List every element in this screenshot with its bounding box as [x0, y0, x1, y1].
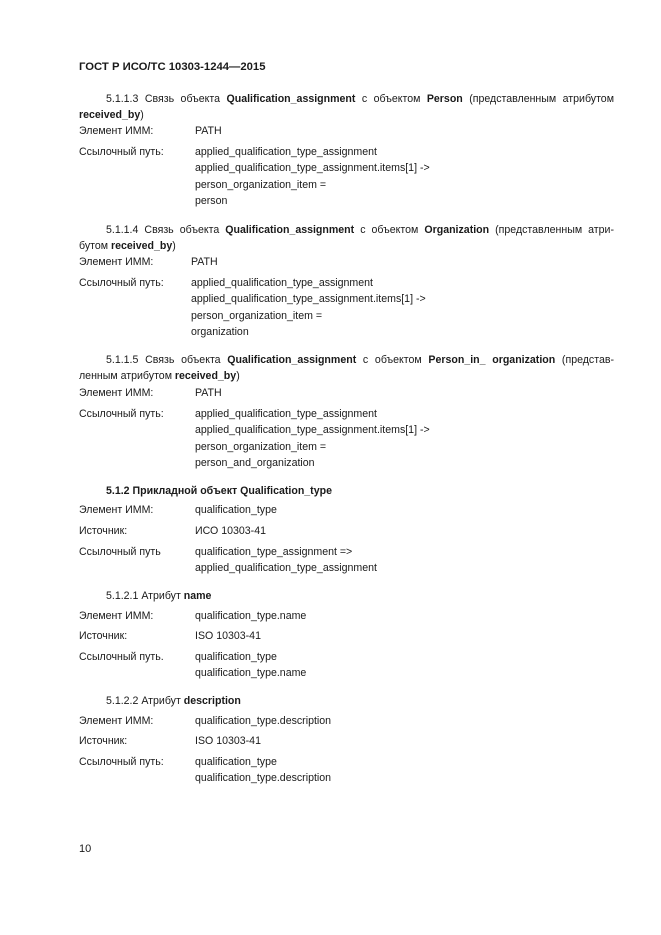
- path-line: applied_qualification_type_assignment: [191, 277, 373, 289]
- source-label: Источник:: [79, 735, 128, 747]
- title-text: (представ-ленным атрибутом: [79, 354, 614, 382]
- path-line: applied_qualification_type_assignment: [195, 146, 377, 158]
- title-attribute: description: [183, 695, 241, 707]
- path-line: person_organization_item =: [191, 310, 323, 322]
- element-value: qualification_type.name: [195, 610, 307, 622]
- document-header: ГОСТ Р ИСО/ТС 10303-1244—2015: [79, 61, 266, 73]
- source-value: ISO 10303-41: [195, 735, 261, 747]
- title-text: 5.1.1.3 Связь объекта: [106, 93, 227, 105]
- page-number: 10: [79, 843, 92, 855]
- path-label: Ссылочный путь:: [79, 146, 164, 158]
- title-text: с объектом: [354, 224, 425, 236]
- title-attribute: received_by: [174, 369, 237, 382]
- element-value: PATH: [195, 387, 222, 399]
- path-label: Ссылочный путь:: [79, 756, 164, 768]
- title-attribute: received_by: [79, 108, 141, 121]
- title-text: 5.1.1.5 Связь объекта: [106, 354, 228, 366]
- path-line: qualification_type_assignment =>: [195, 546, 353, 558]
- path-line: person: [195, 195, 228, 207]
- title-attribute: name: [183, 590, 212, 602]
- title-text: с объектом: [356, 354, 429, 366]
- path-label: Ссылочный путь:: [79, 408, 164, 420]
- path-line: applied_qualification_type_assignment.items[1] ->: [195, 424, 430, 436]
- path-line: organization: [191, 326, 249, 338]
- path-line: qualification_type.name: [195, 667, 307, 679]
- element-value: qualification_type.description: [195, 715, 332, 727]
- title-text: ): [140, 108, 144, 121]
- title-text: ): [172, 239, 176, 252]
- element-label: Элемент ИММ:: [79, 387, 154, 399]
- element-value: PATH: [191, 256, 218, 268]
- path-label: Ссылочный путь:: [79, 277, 164, 289]
- element-value: qualification_type: [195, 504, 277, 516]
- path-line: person_organization_item =: [195, 179, 327, 191]
- title-text: (представленным атри-бутом: [79, 224, 614, 252]
- path-line: person_and_organization: [195, 457, 315, 469]
- element-label: Элемент ИММ:: [79, 256, 154, 268]
- element-value: PATH: [195, 125, 222, 137]
- section-5-1-1-5-title: [79, 353, 614, 384]
- path-label: Ссылочный путь.: [79, 651, 164, 663]
- path-line: applied_qualification_type_assignment: [195, 562, 377, 574]
- section-5-1-2-title: 5.1.2 Прикладной объект Qualification_type: [106, 485, 332, 497]
- source-label: Источник:: [79, 630, 128, 642]
- element-label: Элемент ИММ:: [79, 504, 154, 516]
- path-line: applied_qualification_type_assignment: [195, 408, 377, 420]
- path-line: person_organization_item =: [195, 441, 327, 453]
- title-text: ): [236, 369, 240, 382]
- title-entity: Qualification_assignment: [227, 354, 357, 366]
- path-line: applied_qualification_type_assignment.items[1] ->: [195, 162, 430, 174]
- title-entity: Qualification_assignment: [225, 224, 355, 236]
- title-text: с объектом: [355, 93, 427, 105]
- section-5-1-2-2-title: [106, 695, 241, 707]
- element-label: Элемент ИММ:: [79, 610, 154, 622]
- title-entity: Person: [426, 93, 463, 105]
- source-value: ИСО 10303-41: [195, 525, 266, 537]
- title-text: 5.1.2.2 Атрибут: [106, 695, 184, 707]
- section-5-1-1-3-title: [79, 92, 614, 123]
- source-value: ISO 10303-41: [195, 630, 261, 642]
- title-attribute: received_by: [110, 239, 173, 252]
- path-line: qualification_type: [195, 756, 277, 768]
- path-line: qualification_type: [195, 651, 277, 663]
- title-text: (представленным атрибутом: [462, 93, 614, 105]
- section-5-1-1-4-title: [79, 223, 614, 254]
- path-label: Ссылочный путь: [79, 546, 161, 558]
- title-entity: Person_in_ organization: [428, 354, 556, 366]
- title-entity: Qualification_assignment: [226, 93, 356, 105]
- source-label: Источник:: [79, 525, 128, 537]
- element-label: Элемент ИММ:: [79, 125, 154, 137]
- title-entity: Organization: [424, 224, 490, 236]
- title-text: 5.1.1.4 Связь объекта: [106, 224, 226, 236]
- element-label: Элемент ИММ:: [79, 715, 154, 727]
- path-line: applied_qualification_type_assignment.items[1] ->: [191, 293, 426, 305]
- path-line: qualification_type.description: [195, 772, 332, 784]
- section-5-1-2-1-title: [106, 590, 211, 602]
- title-text: 5.1.2.1 Атрибут: [106, 590, 184, 602]
